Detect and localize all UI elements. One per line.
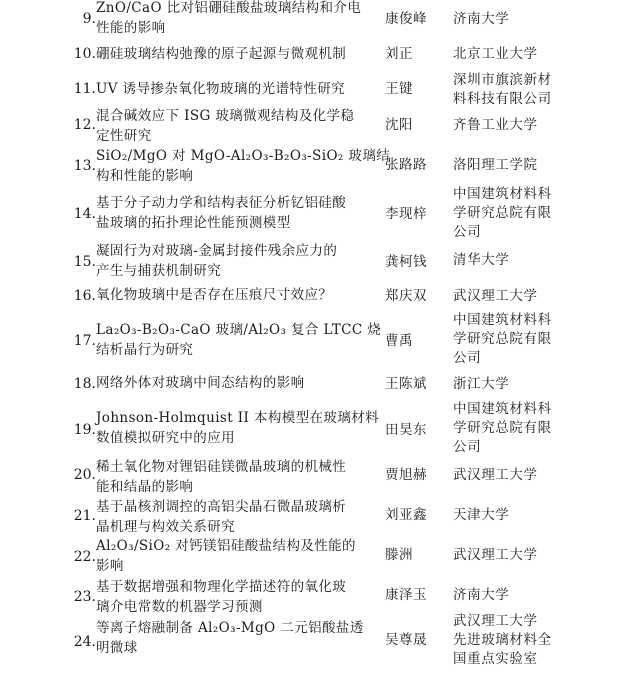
author-name: 沈阳 <box>385 117 413 133</box>
affiliation-line: 济南大学 <box>453 11 510 27</box>
affiliation-line: 武汉理工大学 <box>453 613 538 629</box>
affiliation <box>453 375 573 394</box>
title-line: 影响 <box>96 558 124 574</box>
paper-title <box>96 408 380 448</box>
affiliation <box>453 311 573 368</box>
title-line: 数值模拟研究中的应用 <box>96 430 235 446</box>
title-line: 硼硅玻璃结构弛豫的原子起源与微观机制 <box>96 46 347 62</box>
title-line: 晶机理与构效关系研究 <box>96 519 235 535</box>
title-line: 基于数据增强和物理化学描述符的氧化玻 <box>96 579 347 595</box>
affiliation <box>453 546 573 565</box>
affiliation <box>453 506 573 525</box>
title-line: 结析晶行为研究 <box>96 342 194 358</box>
affiliation-line: 武汉理工大学 <box>453 288 538 304</box>
author-name: 张路路 <box>385 157 427 173</box>
affiliation-line: 深圳市旗滨新材 <box>453 72 552 88</box>
affiliation <box>453 185 573 242</box>
title-line: SiO₂/MgO 对 MgO-Al₂O₃-B₂O₃-SiO₂ 玻璃结 <box>96 148 391 164</box>
title-line: 基于分子动力学和结构表征分析钇铝硅酸 <box>96 195 347 211</box>
title-line: 明微球 <box>96 640 138 656</box>
row-number: 9. <box>82 11 96 27</box>
title-line: 混合碱效应下 ISG 玻璃微观结构及化学稳 <box>96 108 355 124</box>
row-number: 18. <box>73 376 96 392</box>
affiliation-line: 齐鲁工业大学 <box>453 117 538 133</box>
title-line: 产生与捕获机制研究 <box>96 263 222 279</box>
paper-title <box>96 577 364 617</box>
paper-title <box>96 0 364 38</box>
paper-title <box>96 106 364 146</box>
author-name: 龚柯钱 <box>385 254 427 270</box>
title-line: 氧化物玻璃中是否存在压痕尺寸效应？ <box>96 287 333 303</box>
paper-title <box>96 241 364 281</box>
affiliation <box>453 400 573 457</box>
affiliation <box>453 612 573 669</box>
row-number: 16. <box>73 288 96 304</box>
affiliation-line: 中国建筑材料科 <box>453 401 552 417</box>
title-line: 基于晶核剂调控的高铝尖晶石微晶玻璃析 <box>96 499 347 515</box>
title-line: Al₂O₃/SiO₂ 对钙镁铝硅酸盐结构及性能的 <box>96 538 356 554</box>
paper-title <box>96 44 364 64</box>
affiliation <box>453 586 573 605</box>
row-number: 23. <box>73 589 96 605</box>
title-line: 网络外体对玻璃中间态结构的影响 <box>96 375 305 391</box>
title-line: ZnO/CaO 比对铝硼硅酸盐玻璃结构和介电 <box>96 0 362 16</box>
author-name: 贾旭赫 <box>385 467 427 483</box>
author-name: 康泽玉 <box>385 587 427 603</box>
affiliation-line: 洛阳理工学院 <box>453 157 538 173</box>
title-line: Johnson-Holmquist II 本构模型在玻璃材料 <box>96 410 380 426</box>
paper-title <box>96 618 364 658</box>
affiliation <box>453 71 573 109</box>
row-number: 14. <box>73 206 96 222</box>
affiliation-line: 中国建筑材料科 <box>453 312 552 328</box>
affiliation-line: 先进玻璃材料全 <box>453 632 552 648</box>
author-name: 郑庆双 <box>385 288 427 304</box>
author-name: 刘亚鑫 <box>385 507 427 523</box>
title-line: 盐玻璃的拓扑理论性能预测模型 <box>96 215 291 231</box>
affiliation-line: 中国建筑材料科 <box>453 186 552 202</box>
author-name: 刘正 <box>385 46 413 62</box>
row-number: 24. <box>73 634 96 650</box>
row-number: 12. <box>73 117 96 133</box>
title-line: UV 诱导掺杂氧化物玻璃的光谱特性研究 <box>96 81 346 97</box>
affiliation-line: 北京工业大学 <box>453 46 538 62</box>
paper-title <box>96 146 391 186</box>
title-line: La₂O₃-B₂O₃-CaO 玻璃/Al₂O₃ 复合 LTCC 烧 <box>96 322 382 338</box>
affiliation-line: 武汉理工大学 <box>453 547 538 563</box>
affiliation-line: 公司 <box>453 224 482 240</box>
affiliation-line: 武汉理工大学 <box>453 467 538 483</box>
affiliation <box>453 251 573 270</box>
affiliation-line: 天津大学 <box>453 507 510 523</box>
author-name: 王键 <box>385 81 413 97</box>
author-name: 李现梓 <box>385 206 427 222</box>
affiliation-line: 学研究总院有限 <box>453 205 552 221</box>
affiliation <box>453 466 573 485</box>
author-name: 滕洲 <box>385 547 413 563</box>
row-number: 10. <box>73 46 96 62</box>
title-line: 凝固行为对玻璃-金属封接件残余应力的 <box>96 243 338 259</box>
affiliation-line: 料科技有限公司 <box>453 91 552 107</box>
affiliation-line: 学研究总院有限 <box>453 420 552 436</box>
author-name: 曹禹 <box>385 333 413 349</box>
author-name: 吴尊晟 <box>385 632 427 648</box>
row-number: 13. <box>73 158 96 174</box>
row-number: 11. <box>73 81 96 97</box>
author-name: 田昊东 <box>385 422 427 438</box>
affiliation <box>453 10 573 29</box>
row-number: 22. <box>73 549 96 565</box>
affiliation <box>453 156 573 175</box>
title-line: 稀土氧化物对锂铝硅镁微晶玻璃的机械性 <box>96 459 347 475</box>
row-number: 20. <box>73 467 96 483</box>
affiliation-line: 浙江大学 <box>453 376 510 392</box>
paper-title <box>96 536 364 576</box>
affiliation <box>453 45 573 64</box>
affiliation-line: 国重点实验室 <box>453 651 538 667</box>
affiliation-line: 学研究总院有限 <box>453 331 552 347</box>
paper-title <box>96 373 364 393</box>
title-line: 定性研究 <box>96 128 152 144</box>
paper-title <box>96 285 364 305</box>
title-line: 性能的影响 <box>96 20 166 36</box>
row-number: 15. <box>73 254 96 270</box>
paper-title <box>96 457 364 497</box>
paper-title <box>96 320 382 360</box>
row-number: 19. <box>73 422 96 438</box>
title-line: 能和结晶的影响 <box>96 479 194 495</box>
affiliation <box>453 116 573 135</box>
row-number: 17. <box>73 333 96 349</box>
author-name: 康俊峰 <box>385 11 427 27</box>
affiliation-line: 公司 <box>453 350 482 366</box>
paper-title <box>96 79 364 99</box>
author-name: 王陈斌 <box>385 376 427 392</box>
affiliation <box>453 287 573 306</box>
title-line: 等离子熔融制备 Al₂O₃-MgO 二元铝酸盐透 <box>96 620 364 636</box>
paper-title <box>96 497 364 537</box>
title-line: 璃介电常数的机器学习预测 <box>96 599 263 615</box>
title-line: 构和性能的影响 <box>96 168 194 184</box>
affiliation-line: 济南大学 <box>453 587 510 603</box>
affiliation-line: 清华大学 <box>453 252 510 268</box>
paper-title <box>96 193 364 233</box>
row-number: 21. <box>73 508 96 524</box>
affiliation-line: 公司 <box>453 439 482 455</box>
